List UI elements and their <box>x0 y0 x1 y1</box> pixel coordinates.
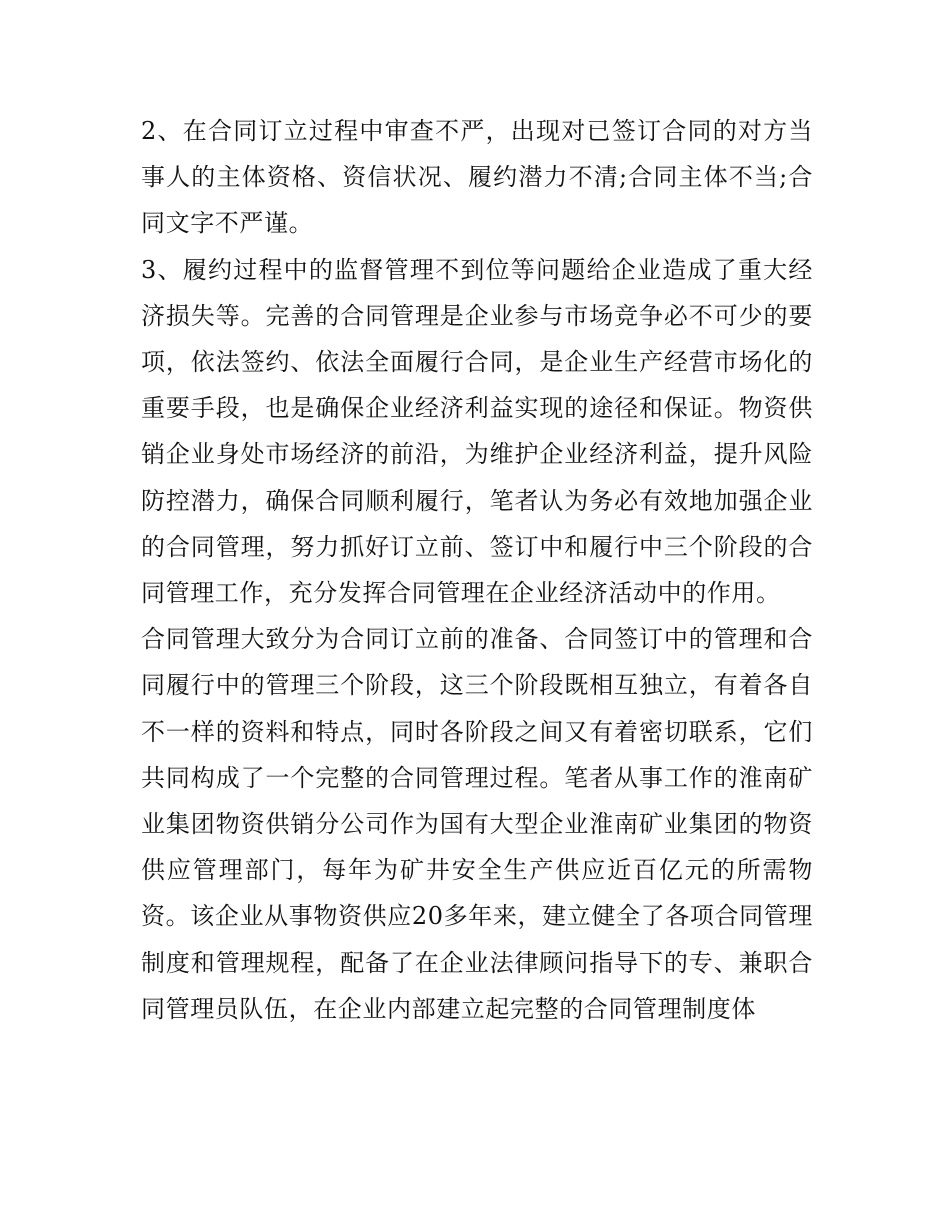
body-text <box>141 108 813 1032</box>
paragraph-contract-stages: 合同管理大致分为合同订立前的准备、合同签订中的管理和合同履行中的管理三个阶段，这三个阶段既相互独立，有着各自不一样的资料和特点，同时各阶段之间又有着密切联系，它们共同构成了一个完整的合同管理过程。笔者从事工作的淮南矿业集团物资供销分公司作为国有大型企业淮南矿业集团的物资供应管理部门，每年为矿井安全生产供应近百亿元的所需物资。该企业从事物资供应20多年来，建立健全了各项合同管理制度和管理规程，配备了在企业法律顾问指导下的专、兼职合同管理员队伍，在企业内部建立起完整的合同管理制度体 <box>141 625 813 1023</box>
paragraph-item-3: 3、履约过程中的监督管理不到位等问题给企业造成了重大经济损失等。完善的合同管理是企业参与市场竞争必不可少的要项，依法签约、依法全面履行合同，是企业生产经营市场化的重要手段，也是确保企业经济利益实现的途径和保证。物资供销企业身处市场经济的前沿，为维护企业经济利益，提升风险防控潜力，确保合同顺利履行，笔者认为务必有效地加强企业的合同管理，努力抓好订立前、签订中和履行中三个阶段的合同管理工作，充分发挥合同管理在企业经济活动中的作用。 <box>141 255 813 608</box>
paragraph-item-2: 2、在合同订立过程中审查不严，出现对已签订合同的对方当事人的主体资格、资信状况、履约潜力不清;合同主体不当;合同文字不严谨。 <box>141 117 813 238</box>
